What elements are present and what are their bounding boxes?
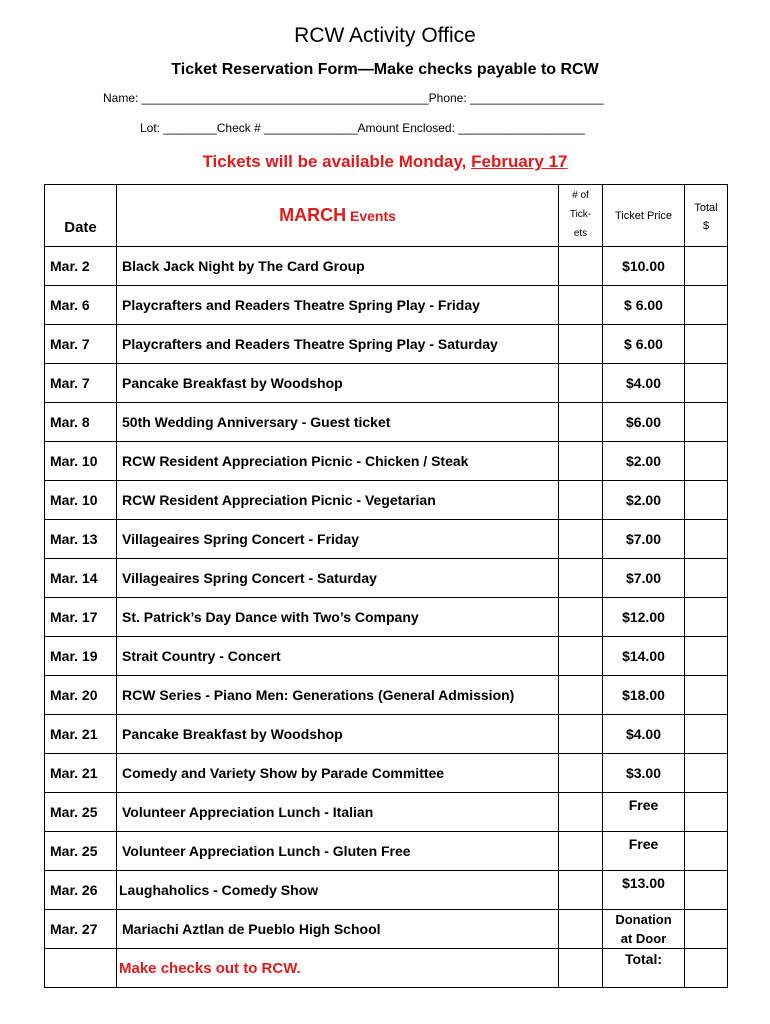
row-total-cell[interactable] xyxy=(685,793,728,832)
lot-check-amount-line: Lot: ________Check # ______________Amount Enclosed: ___________________ xyxy=(140,121,586,135)
row-price: Free xyxy=(603,793,685,832)
row-total-cell[interactable] xyxy=(685,832,728,871)
table-row xyxy=(45,793,728,832)
row-event: Playcrafters and Readers Theatre Spring Play - Saturday xyxy=(117,325,559,364)
row-total-cell[interactable] xyxy=(685,247,728,286)
row-total-cell[interactable] xyxy=(685,910,728,949)
row-total-cell[interactable] xyxy=(685,871,728,910)
row-num-tickets-cell[interactable] xyxy=(559,598,603,637)
row-date: Mar. 7 xyxy=(45,325,117,364)
header-total-line1: Total xyxy=(694,202,718,214)
notice-prefix: Tickets will be available Monday, xyxy=(202,152,472,171)
row-num-tickets-cell[interactable] xyxy=(559,676,603,715)
row-date: Mar. 26 xyxy=(45,871,117,910)
table-row xyxy=(45,520,728,559)
row-date: Mar. 14 xyxy=(45,559,117,598)
table-row xyxy=(45,247,728,286)
row-total-cell[interactable] xyxy=(685,637,728,676)
row-event: 50th Wedding Anniversary - Guest ticket xyxy=(117,403,559,442)
table-row xyxy=(45,286,728,325)
row-date: Mar. 19 xyxy=(45,637,117,676)
row-total-cell[interactable] xyxy=(685,598,728,637)
row-price: $ 6.00 xyxy=(603,286,685,325)
header-month: MARCH xyxy=(279,205,347,225)
row-total-cell[interactable] xyxy=(685,403,728,442)
footer-total-label: Total: xyxy=(603,949,685,988)
row-num-tickets-cell[interactable] xyxy=(559,871,603,910)
row-total-cell[interactable] xyxy=(685,676,728,715)
header-total xyxy=(685,185,728,247)
table-row xyxy=(45,871,728,910)
row-total-cell[interactable] xyxy=(685,364,728,403)
header-events-word: Events xyxy=(346,208,396,224)
row-num-tickets-cell[interactable] xyxy=(559,520,603,559)
row-total-cell[interactable] xyxy=(685,754,728,793)
row-price: $10.00 xyxy=(603,247,685,286)
row-event: Pancake Breakfast by Woodshop xyxy=(117,364,559,403)
row-event: Comedy and Variety Show by Parade Committee xyxy=(117,754,559,793)
table-header-row xyxy=(45,185,728,247)
header-ticket-price: Ticket Price xyxy=(603,185,685,247)
row-date: Mar. 2 xyxy=(45,247,117,286)
row-event: RCW Series - Piano Men: Generations (General Admission) xyxy=(117,676,559,715)
row-price: $ 6.00 xyxy=(603,325,685,364)
footer-num-cell xyxy=(559,949,603,988)
table-row xyxy=(45,598,728,637)
table-row xyxy=(45,754,728,793)
row-date: Mar. 10 xyxy=(45,481,117,520)
row-event: Playcrafters and Readers Theatre Spring Play - Friday xyxy=(117,286,559,325)
row-num-tickets-cell[interactable] xyxy=(559,247,603,286)
row-price: $14.00 xyxy=(603,637,685,676)
row-price: $18.00 xyxy=(603,676,685,715)
row-total-cell[interactable] xyxy=(685,481,728,520)
table-row xyxy=(45,676,728,715)
row-event: Villageaires Spring Concert - Friday xyxy=(117,520,559,559)
row-event: Volunteer Appreciation Lunch - Italian xyxy=(117,793,559,832)
row-date: Mar. 17 xyxy=(45,598,117,637)
row-event: Pancake Breakfast by Woodshop xyxy=(117,715,559,754)
row-num-tickets-cell[interactable] xyxy=(559,832,603,871)
footer-note: Make checks out to RCW. xyxy=(117,949,559,988)
form-subtitle: Ticket Reservation Form—Make checks payable to RCW xyxy=(171,61,599,78)
row-date: Mar. 6 xyxy=(45,286,117,325)
row-price xyxy=(603,910,685,949)
row-price-line1: Donation xyxy=(615,912,672,927)
row-total-cell[interactable] xyxy=(685,286,728,325)
row-date: Mar. 20 xyxy=(45,676,117,715)
row-date: Mar. 7 xyxy=(45,364,117,403)
row-price: $13.00 xyxy=(603,871,685,910)
row-event: Villageaires Spring Concert - Saturday xyxy=(117,559,559,598)
row-event: St. Patrick’s Day Dance with Two’s Company xyxy=(117,598,559,637)
table-row xyxy=(45,325,728,364)
row-price: $2.00 xyxy=(603,442,685,481)
row-date: Mar. 21 xyxy=(45,754,117,793)
row-num-tickets-cell[interactable] xyxy=(559,715,603,754)
table-row xyxy=(45,559,728,598)
row-num-tickets-cell[interactable] xyxy=(559,793,603,832)
row-date: Mar. 13 xyxy=(45,520,117,559)
notice-date: February 17 xyxy=(471,152,568,171)
reservation-table xyxy=(44,184,728,988)
row-event: Laughaholics - Comedy Show xyxy=(117,871,559,910)
row-price: $3.00 xyxy=(603,754,685,793)
availability-notice xyxy=(0,152,770,172)
office-title: RCW Activity Office xyxy=(294,24,476,47)
table-row xyxy=(45,442,728,481)
table-row xyxy=(45,403,728,442)
row-event: RCW Resident Appreciation Picnic - Chicken / Steak xyxy=(117,442,559,481)
table-row xyxy=(45,481,728,520)
row-price: Free xyxy=(603,832,685,871)
row-num-tickets-cell[interactable] xyxy=(559,637,603,676)
row-num-tickets-cell[interactable] xyxy=(559,559,603,598)
row-num-tickets-cell[interactable] xyxy=(559,364,603,403)
row-date: Mar. 21 xyxy=(45,715,117,754)
row-num-tickets-cell[interactable] xyxy=(559,910,603,949)
header-total-line2: $ xyxy=(702,220,710,232)
row-date: Mar. 8 xyxy=(45,403,117,442)
row-price: $7.00 xyxy=(603,559,685,598)
row-date: Mar. 10 xyxy=(45,442,117,481)
footer-total-cell[interactable] xyxy=(685,949,728,988)
row-event: Black Jack Night by The Card Group xyxy=(117,247,559,286)
table-row xyxy=(45,832,728,871)
row-total-cell[interactable] xyxy=(685,559,728,598)
row-total-cell[interactable] xyxy=(685,325,728,364)
header-num-line3: ets xyxy=(573,228,588,239)
row-event: Mariachi Aztlan de Pueblo High School xyxy=(117,910,559,949)
row-num-tickets-cell[interactable] xyxy=(559,286,603,325)
row-date: Mar. 25 xyxy=(45,832,117,871)
table-row xyxy=(45,715,728,754)
row-num-tickets-cell[interactable] xyxy=(559,403,603,442)
row-event: Strait Country - Concert xyxy=(117,637,559,676)
row-price: $4.00 xyxy=(603,364,685,403)
row-price: $2.00 xyxy=(603,481,685,520)
table-row xyxy=(45,364,728,403)
row-num-tickets-cell[interactable] xyxy=(559,325,603,364)
row-event: RCW Resident Appreciation Picnic - Vegetarian xyxy=(117,481,559,520)
table-row xyxy=(45,637,728,676)
row-price: $7.00 xyxy=(603,520,685,559)
header-num-line2: Tick- xyxy=(569,209,592,220)
row-price: $6.00 xyxy=(603,403,685,442)
row-date: Mar. 27 xyxy=(45,910,117,949)
footer-date-cell xyxy=(45,949,117,988)
header-date: Date xyxy=(45,185,117,247)
name-phone-line: Name: ___________________________________________Phone: ____________________ xyxy=(103,91,604,105)
table-row xyxy=(45,910,728,949)
table-footer-row xyxy=(45,949,728,988)
row-total-cell[interactable] xyxy=(685,715,728,754)
header-num-line1: # of xyxy=(572,190,589,201)
row-num-tickets-cell[interactable] xyxy=(559,754,603,793)
row-date: Mar. 25 xyxy=(45,793,117,832)
header-num-tickets xyxy=(559,185,603,247)
row-price: $4.00 xyxy=(603,715,685,754)
row-total-cell[interactable] xyxy=(685,442,728,481)
header-events xyxy=(117,185,559,247)
row-num-tickets-cell[interactable] xyxy=(559,481,603,520)
row-event: Volunteer Appreciation Lunch - Gluten Free xyxy=(117,832,559,871)
row-num-tickets-cell[interactable] xyxy=(559,442,603,481)
row-price: $12.00 xyxy=(603,598,685,637)
row-total-cell[interactable] xyxy=(685,520,728,559)
row-price-line2: at Door xyxy=(620,931,667,946)
